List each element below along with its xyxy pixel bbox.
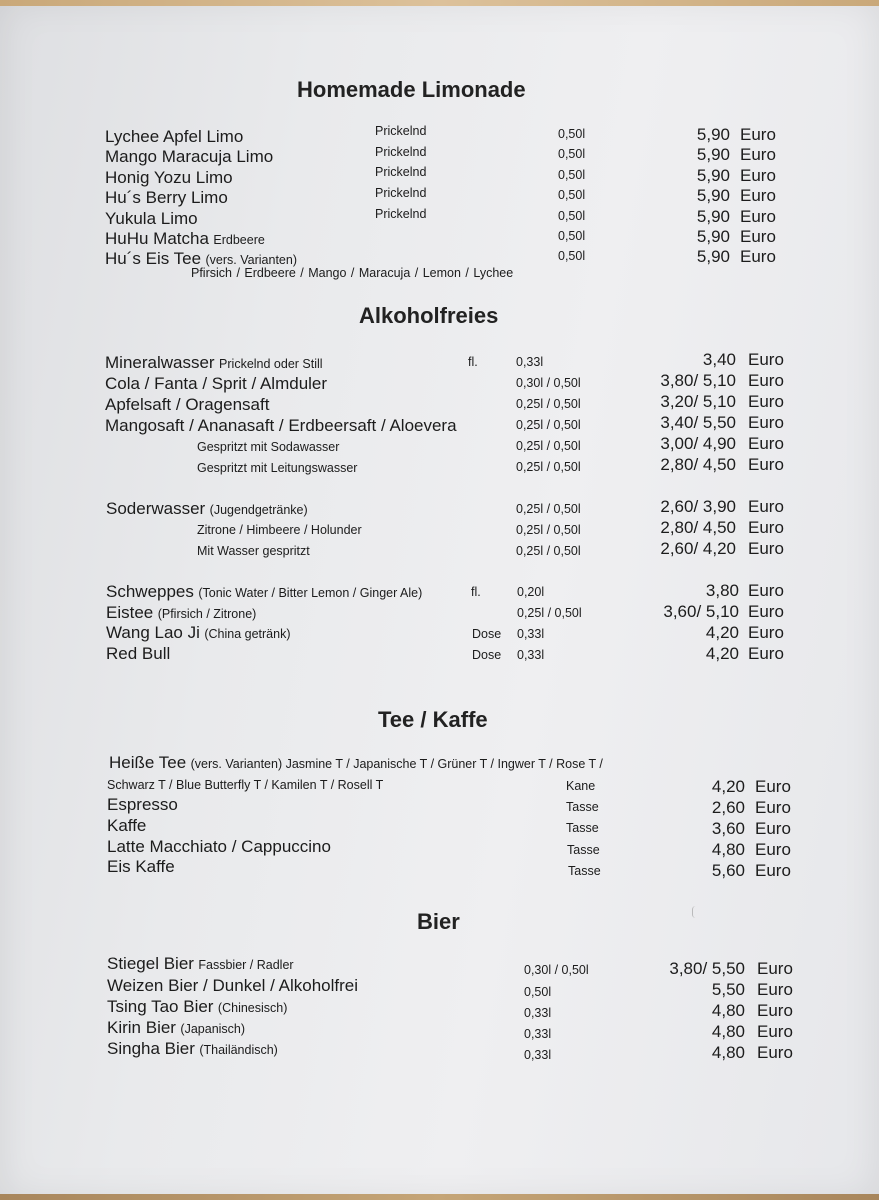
item-container: Tasse (566, 821, 599, 835)
item-name: Lychee Apfel Limo (105, 127, 244, 146)
paper-mark (692, 906, 699, 918)
item-name: Espresso (107, 795, 178, 814)
item-detail: (vers. Varianten) (205, 253, 297, 267)
item-size: 0,33l (516, 355, 544, 369)
item-name: Hu´s Berry Limo (105, 188, 228, 207)
item-size: 0,33l (524, 1048, 552, 1062)
item-currency: Euro (757, 1022, 793, 1041)
item-price: 5,90 (696, 125, 730, 144)
item-size: 0,50l (524, 985, 552, 999)
item-currency: Euro (755, 819, 791, 838)
item-name: Singha Bier (107, 1039, 195, 1058)
item-detail: (vers. Varianten) Jasmine T / Japanische T / Grüner T / Ingwer T / Rose T / (190, 757, 603, 771)
section-title-tee: Tee / Kaffe (378, 707, 488, 732)
item-container: Dose (472, 627, 502, 641)
item-name: Cola / Fanta / Sprit / Almduler (105, 374, 328, 393)
item-name: Soderwasser (106, 499, 206, 518)
item-currency: Euro (748, 623, 784, 642)
item-price: 4,80 (711, 1022, 745, 1041)
item-price: 4,20 (705, 644, 739, 663)
item-currency: Euro (757, 1043, 793, 1062)
item-currency: Euro (755, 777, 791, 796)
item-size: 0,25l / 0,50l (516, 544, 581, 558)
item-size: 0,50l (558, 209, 586, 223)
table-edge-bottom (0, 1194, 879, 1200)
item-size: 0,33l (517, 627, 545, 641)
item-currency: Euro (740, 227, 776, 246)
item-name: Honig Yozu Limo (105, 168, 233, 187)
section-title-bier: Bier (417, 909, 460, 934)
item-price: 3,60/ 5,10 (663, 602, 739, 621)
item-price: 5,90 (696, 247, 730, 266)
item-price: 5,60 (711, 861, 745, 880)
item-currency: Euro (755, 861, 791, 880)
item-note: Prickelnd (375, 145, 427, 159)
item-container: Dose (472, 648, 502, 662)
item-detail: Prickelnd oder Still (219, 357, 323, 371)
item-currency: Euro (740, 166, 776, 185)
item-price: 5,90 (696, 145, 730, 164)
item-currency: Euro (748, 350, 784, 369)
item-price: 4,80 (711, 1001, 745, 1020)
item-size: 0,25l / 0,50l (516, 460, 581, 474)
section-title-alkoholfrei: Alkoholfreies (359, 303, 499, 328)
item-line (105, 353, 323, 373)
item-name: Eis Kaffe (107, 857, 175, 876)
item-container: Kane (566, 779, 596, 793)
item-price: 5,50 (711, 980, 745, 999)
item-detail: (China getränk) (204, 627, 291, 641)
item-currency: Euro (757, 1001, 793, 1020)
item-currency: Euro (757, 959, 793, 978)
item-detail: Fassbier / Radler (198, 958, 294, 972)
item-size: 0,25l / 0,50l (516, 523, 581, 537)
item-currency: Euro (748, 497, 784, 516)
item-price: 3,40/ 5,50 (660, 413, 736, 432)
item-currency: Euro (755, 798, 791, 817)
item-container: Tasse (566, 800, 599, 814)
item-size: 0,25l / 0,50l (516, 502, 581, 516)
item-container: Tasse (567, 843, 600, 857)
item-container: fl. (468, 355, 478, 369)
table-edge-top (0, 0, 879, 6)
item-name: Mangosaft / Ananasaft / Erdbeersaft / Aloevera (105, 416, 457, 435)
item-name: Mango Maracuja Limo (105, 147, 274, 166)
item-price: 2,60/ 4,20 (660, 539, 736, 558)
item-sub: Zitrone / Himbeere / Holunder (197, 523, 362, 537)
item-currency: Euro (748, 392, 784, 411)
item-price: 4,20 (705, 623, 739, 642)
item-note: Prickelnd (375, 186, 427, 200)
item-price: 3,80/ 5,10 (660, 371, 736, 390)
item-name: Eistee (106, 603, 154, 622)
item-currency: Euro (740, 125, 776, 144)
item-note: Prickelnd (375, 165, 427, 179)
item-size: 0,30l / 0,50l (516, 376, 581, 390)
item-size: 0,20l (517, 585, 545, 599)
item-size: 0,25l / 0,50l (516, 397, 581, 411)
item-price: 3,80 (705, 581, 739, 600)
item-price: 5,90 (696, 166, 730, 185)
item-note: Prickelnd (375, 124, 427, 138)
item-price: 2,60 (711, 798, 745, 817)
item-price: 2,60/ 3,90 (660, 497, 736, 516)
item-sub: Gespritzt mit Sodawasser (197, 440, 340, 454)
item-price: 5,90 (696, 186, 730, 205)
item-line (106, 603, 256, 623)
item-currency: Euro (748, 371, 784, 390)
item-name: Kirin Bier (107, 1018, 176, 1037)
item-price: 2,80/ 4,50 (660, 455, 736, 474)
item-line (106, 623, 290, 643)
item-name: Mineralwasser (105, 353, 215, 372)
item-line (107, 997, 287, 1017)
item-price: 3,60 (711, 819, 745, 838)
item-price: 3,20/ 5,10 (660, 392, 736, 411)
item-name: Tsing Tao Bier (107, 997, 214, 1016)
item-currency: Euro (748, 455, 784, 474)
item-name: Latte Macchiato / Cappuccino (107, 837, 331, 856)
item-detail-cont: Schwarz T / Blue Butterfly T / Kamilen T / Rosell T (107, 778, 384, 792)
item-detail: (Chinesisch) (217, 1001, 288, 1015)
item-name: Wang Lao Ji (106, 623, 200, 642)
item-name: Kaffe (107, 816, 147, 835)
item-detail: (Tonic Water / Bitter Lemon / Ginger Ale) (198, 586, 423, 600)
item-size: 0,33l (524, 1027, 552, 1041)
item-currency: Euro (748, 539, 784, 558)
section-title-limonade: Homemade Limonade (297, 77, 526, 102)
item-price: 4,80 (711, 1043, 745, 1062)
item-size: 0,50l (558, 188, 586, 202)
item-size: 0,25l / 0,50l (516, 418, 581, 432)
item-currency: Euro (748, 581, 784, 600)
eistee-variants: Pfirsich / Erdbeere / Mango / Maracuja / Lemon / Lychee (191, 266, 514, 280)
item-size: 0,33l (524, 1006, 552, 1020)
item-size: 0,25l / 0,50l (517, 606, 582, 620)
item-currency: Euro (740, 186, 776, 205)
item-container: Tasse (568, 864, 601, 878)
item-line (105, 229, 265, 249)
item-name: HuHu Matcha (105, 229, 209, 248)
item-size: 0,50l (558, 127, 586, 141)
item-line (107, 1039, 278, 1059)
item-currency: Euro (740, 247, 776, 266)
item-name: Apfelsaft / Oragensaft (105, 395, 270, 414)
item-price: 3,40 (702, 350, 736, 369)
item-name: Red Bull (106, 644, 171, 663)
item-name: Schweppes (106, 582, 194, 601)
item-name: Heiße Tee (109, 753, 187, 772)
item-currency: Euro (748, 434, 784, 453)
item-detail: (Thailändisch) (199, 1043, 278, 1057)
item-name: Weizen Bier / Dunkel / Alkoholfrei (107, 976, 359, 995)
item-currency: Euro (757, 980, 793, 999)
item-size: 0,33l (517, 648, 545, 662)
item-size: 0,50l (558, 147, 586, 161)
item-size: 0,25l / 0,50l (516, 439, 581, 453)
item-currency: Euro (748, 644, 784, 663)
item-detail: (Pfirsich / Zitrone) (157, 607, 257, 621)
item-currency: Euro (748, 602, 784, 621)
item-currency: Euro (740, 207, 776, 226)
item-currency: Euro (740, 145, 776, 164)
item-price: 2,80/ 4,50 (660, 518, 736, 537)
item-size: 0,50l (558, 249, 586, 263)
item-note: Prickelnd (375, 207, 427, 221)
item-container: fl. (471, 585, 481, 599)
item-currency: Euro (748, 413, 784, 432)
item-price: 5,90 (696, 227, 730, 246)
item-line (106, 582, 422, 602)
item-currency: Euro (748, 518, 784, 537)
item-line (106, 499, 308, 519)
item-size: 0,30l / 0,50l (524, 963, 589, 977)
item-price: 3,80/ 5,50 (669, 959, 745, 978)
item-name: Yukula Limo (105, 209, 198, 228)
item-line (109, 753, 603, 773)
item-name: Hu´s Eis Tee (105, 249, 202, 268)
item-detail: (Jugendgetränke) (209, 503, 308, 517)
item-price: 5,90 (696, 207, 730, 226)
item-price: 4,20 (711, 777, 745, 796)
item-size: 0,50l (558, 229, 586, 243)
item-name: Stiegel Bier (107, 954, 194, 973)
item-sub: Mit Wasser gespritzt (197, 544, 310, 558)
item-currency: Euro (755, 840, 791, 859)
item-detail: (Japanisch) (180, 1022, 246, 1036)
item-size: 0,50l (558, 168, 586, 182)
item-detail: Erdbeere (213, 233, 265, 247)
item-price: 4,80 (711, 840, 745, 859)
item-price: 3,00/ 4,90 (660, 434, 736, 453)
item-sub: Gespritzt mit Leitungswasser (197, 461, 358, 475)
item-line (107, 954, 294, 974)
item-line (107, 1018, 245, 1038)
